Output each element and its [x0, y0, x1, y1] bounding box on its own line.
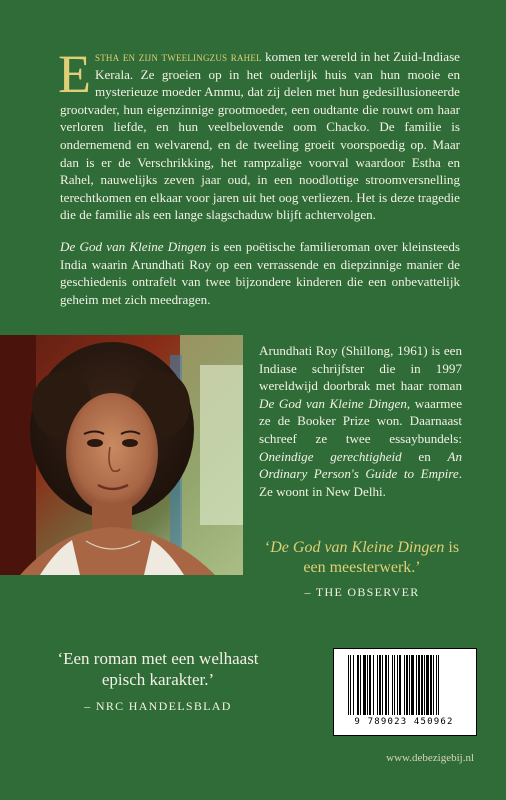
author-bio [259, 342, 462, 500]
nrc-quote [40, 648, 276, 717]
observer-quote-title: De God van Kleine Dingen [270, 539, 445, 556]
lead-in-smallcaps: stha en zijn tweelingzus rahel [95, 49, 262, 64]
synopsis-paragraph-2-text: is een poëtische familieroman over kleinsteeds India waarin Arundhati Roy op een verrassende en diepzinnige manier de geschiedenis ontrafelt van twee bijzondere kinderen die een onbevattelijk geheim met zich meedragen. [60, 238, 460, 307]
book-title-italic: De God van Kleine Dingen [60, 238, 207, 254]
drop-cap: E [58, 44, 91, 104]
observer-quote-rest: is een meesterwerk.’ [303, 539, 460, 576]
observer-quote-source: – THE OBSERVER [304, 585, 420, 599]
synopsis-text [58, 44, 460, 308]
bio-text-4: . Ze woont in New Delhi. [259, 466, 462, 499]
synopsis-paragraph-2 [60, 238, 460, 308]
isbn-barcode [333, 648, 477, 736]
isbn-number: 9 789023 450962 [354, 717, 454, 727]
bio-essay-title-2: An Ordinary Person's Guide to Empire [259, 448, 462, 482]
observer-quote [262, 538, 462, 602]
synopsis-paragraph-1-text: komen ter wereld in het Zuid-Indiase Kerala. Ze groeien op in het ouderlijk huis van hun mooie en mysterieuze moeder Ammu, dat zij delen met hun gedesillusioneerde grootvader, hun eigenzinnige grootmoeder, een oudtante die rouwt om haar verloren liefde, en hun veelbelovende oom Chacko. De familie is ondernemend en welvarend, en de tweeling groeit voorspoedig op. Maar dan is er de Verschrikking, het rampzalige voorval waardoor Estha en Rahel, nauwelijks zeven jaar oud, in een noodlottige stroomversnelling terechtkomen en elkaar voor jaren uit het oog verliezen. Het is deze tragedie die de familie als een lange slagschaduw blijft achtervolgen. [60, 49, 460, 223]
quote-open-mark: ‘ [264, 539, 271, 556]
author-photo [0, 335, 243, 575]
bio-text-3: en [401, 448, 448, 464]
bio-essay-title-1: Oneindige gerechtigheid [259, 448, 402, 464]
author-portrait-image [0, 335, 243, 575]
nrc-quote-source: – NRC HANDELSBLAD [84, 699, 232, 713]
barcode-bars [348, 655, 466, 715]
publisher-website: www.debezigebij.nl [386, 752, 474, 764]
barcode-bar [438, 655, 439, 715]
bio-text-1: Arundhati Roy (Shillong, 1961) is een Indiase schrijfster die in 1997 wereldwijd doorbrak met haar roman [259, 343, 462, 394]
author-bio-paragraph [259, 342, 462, 500]
bio-text-2: , waarmee ze de Booker Prize won. Daarnaast schreef ze twee essaybundels: [259, 395, 463, 446]
nrc-quote-text: ‘Een roman met een welhaast episch karakter.’ [57, 649, 259, 689]
synopsis-paragraph-1 [58, 44, 460, 224]
observer-quote-text [262, 538, 462, 578]
bio-book-title: De God van Kleine Dingen [259, 395, 407, 411]
